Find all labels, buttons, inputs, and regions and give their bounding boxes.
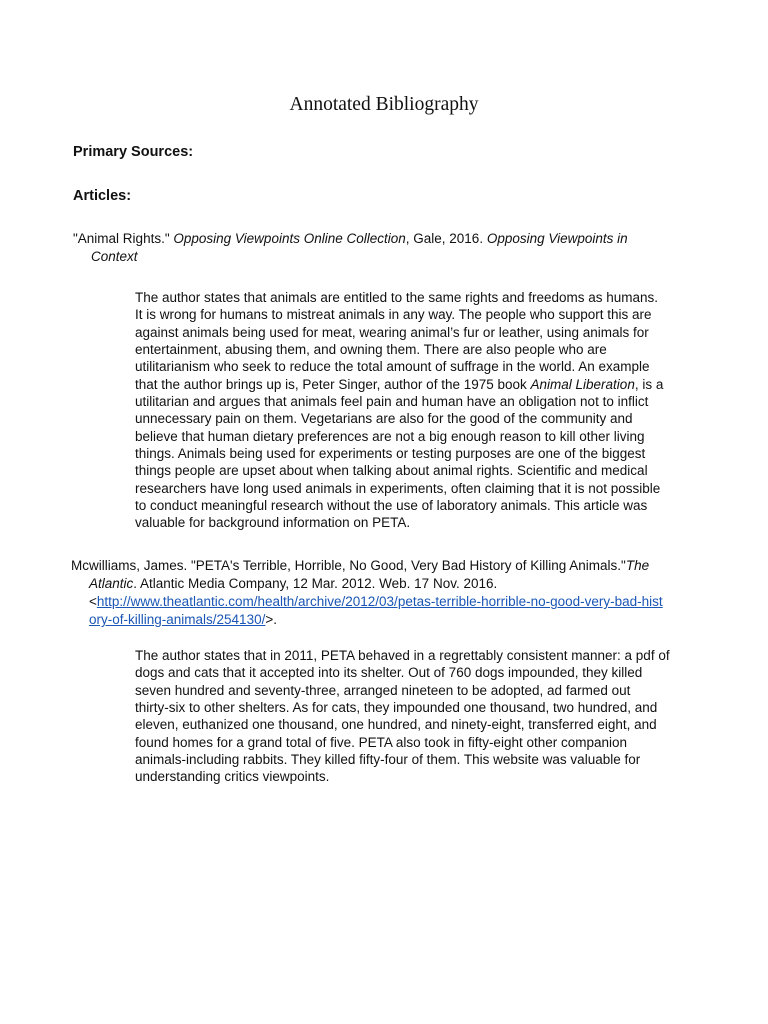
annotation-line: seven hundred and seventy-three, arranged nineteen to be adopted, ad farmed out bbox=[135, 682, 631, 698]
cite-gt: >. bbox=[265, 612, 277, 627]
cite-journal-b: Atlantic bbox=[89, 576, 134, 591]
cite-author-title: Mcwilliams, James. "PETA's Terrible, Horrible, No Good, Very Bad History of Killing Animals." bbox=[71, 558, 626, 573]
cite-context-b: Context bbox=[91, 249, 138, 264]
annotation-line: believe that human dietary preferences are not a big enough reason to kill other living bbox=[135, 428, 645, 444]
article-url-link[interactable]: http://www.theatlantic.com/health/archive/2012/03/petas-terrible-horrible-no-good-very-bad-hist bbox=[96, 594, 663, 609]
cite-quote: "Animal Rights." bbox=[73, 231, 174, 246]
citation-animal-rights bbox=[73, 230, 711, 266]
cite-pub: . Atlantic Media Company, 12 Mar. 2012. Web. 17 Nov. 2016. bbox=[133, 576, 498, 591]
annotation-line: It is wrong for humans to mistreat animals in any way. The people who support this are bbox=[135, 307, 652, 323]
annotation-mcwilliams bbox=[135, 647, 685, 786]
cite-journal-a: The bbox=[625, 558, 650, 573]
annotation-line: to conduct meaningful research without the use of laboratory animals. This article was bbox=[135, 498, 648, 514]
annotation-line: found homes for a grand total of five. PETA also took in fifty-eight other companion bbox=[135, 734, 628, 750]
annotation-animal-rights bbox=[135, 289, 685, 532]
page-title: Annotated Bibliography bbox=[289, 94, 479, 115]
cite-publisher: , Gale, 2016. bbox=[405, 231, 487, 246]
cite-context-a: Opposing Viewpoints in bbox=[486, 231, 628, 246]
book-title: Animal Liberation bbox=[530, 376, 635, 392]
annotation-line: thirty-six to other shelters. As for cats, they impounded one thousand, two hundred, and bbox=[135, 700, 658, 716]
annotation-line: understanding critics viewpoints. bbox=[135, 769, 330, 785]
annotation-line: utilitarian and argues that animals feel pain and human have an obligation not to inflict bbox=[135, 394, 649, 410]
annotation-line: The author states that in 2011, PETA behaved in a regrettably consistent manner: a pdf of bbox=[135, 648, 670, 663]
annotation-line: animals-including rabbits. They killed fifty-four of them. This website was valuable for bbox=[135, 752, 641, 768]
primary-sources-heading: Primary Sources: bbox=[73, 144, 194, 160]
cite-collection: Opposing Viewpoints Online Collection bbox=[173, 231, 406, 246]
annotation-line: entertainment, abusing them, and owning them. There are also people who are bbox=[135, 342, 607, 358]
annotation-line: things. Animals being used for experiments or testing purposes are one of the biggest bbox=[135, 446, 646, 462]
annotation-line: utilitarianism who seek to reduce the total amount of suffrage in the world. An example bbox=[135, 359, 650, 375]
annotation-line-text: that the author brings up is, Peter Singer, author of the 1975 book bbox=[135, 376, 531, 392]
annotation-line: unnecessary pain on them. Vegetarians are also for the good of the community and bbox=[135, 411, 633, 427]
annotation-line-book bbox=[135, 376, 685, 393]
annotation-line: researchers have long used animals in experiments, often claiming that it is not possible bbox=[135, 480, 661, 496]
article-url-link-cont[interactable]: ory-of-killing-animals/254130/ bbox=[89, 612, 266, 627]
annotation-line: dogs and cats that it accepted into its shelter. Out of 760 dogs impounded, they killed bbox=[135, 665, 643, 681]
annotation-line: The author states that animals are entitled to the same rights and freedoms as humans. bbox=[135, 290, 659, 305]
annotation-line: eleven, euthanized one thousand, one hundred, and ninety-eight, transferred eight, and bbox=[135, 717, 657, 733]
annotation-line: against animals being used for meat, wearing animal’s fur or leather, using animals for bbox=[135, 324, 649, 340]
annotation-line: valuable for background information on PETA. bbox=[135, 515, 411, 531]
book-suffix: , is a bbox=[634, 376, 664, 392]
annotation-line: things people are upset about when talking about animal rights. Scientific and medical bbox=[135, 463, 648, 479]
citation-mcwilliams bbox=[71, 557, 729, 629]
articles-heading: Articles: bbox=[73, 188, 132, 204]
cite-lt: < bbox=[89, 594, 97, 609]
